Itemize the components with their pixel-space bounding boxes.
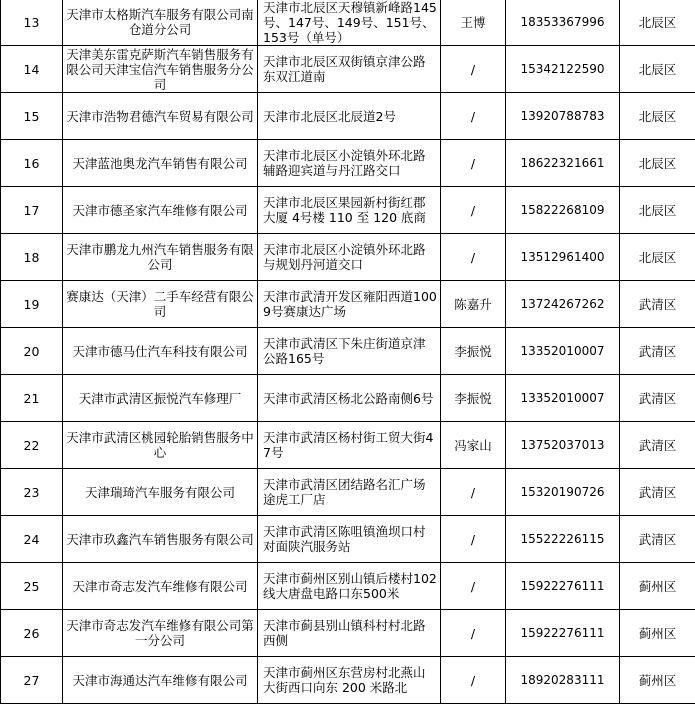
- company-name: 天津市太格斯汽车服务有限公司南仓道分公司: [63, 0, 258, 46]
- table-row: [1, 422, 695, 469]
- row-number: 22: [1, 422, 63, 469]
- address: 天津市武清区陈咀镇渔坝口村对面陕汽服务站: [258, 516, 441, 563]
- contact-person: /: [441, 516, 506, 563]
- address: 天津市武清区下朱庄街道京津公路165号: [258, 328, 441, 375]
- address: 天津市蓟县别山镇科村村北路西侧: [258, 610, 441, 657]
- address: 天津市北辰区小淀镇外环北路与规划丹河道交口: [258, 234, 441, 281]
- contact-person: /: [441, 469, 506, 516]
- table-row: [1, 140, 695, 187]
- company-name: 天津市浩物君德汽车贸易有限公司: [63, 93, 258, 140]
- address: 天津市北辰区小淀镇外环北路辅路迎宾道与丹江路交口: [258, 140, 441, 187]
- address: 天津市北辰区双街镇京津公路东双江道南: [258, 46, 441, 93]
- company-name: 天津市奇志发汽车维修有限公司: [63, 563, 258, 610]
- company-name: 天津市玖鑫汽车销售服务有限公司: [63, 516, 258, 563]
- phone-number: 15342122590: [506, 46, 620, 93]
- row-number: 16: [1, 140, 63, 187]
- contact-person: 李振悦: [441, 328, 506, 375]
- company-name: 天津瑞琦汽车服务有限公司: [63, 469, 258, 516]
- row-number: 24: [1, 516, 63, 563]
- row-number: 25: [1, 563, 63, 610]
- company-name: 天津市武清区桃园轮胎销售服务中心: [63, 422, 258, 469]
- district: 北辰区: [620, 46, 695, 93]
- phone-number: 18353367996: [506, 0, 620, 46]
- address: 天津市北辰区天穆镇新峰路145号、147号、149号、151号、153号（单号）: [258, 0, 441, 46]
- table-row: [1, 610, 695, 657]
- district: 武清区: [620, 516, 695, 563]
- table-row: [1, 281, 695, 328]
- row-number: 15: [1, 93, 63, 140]
- district: 北辰区: [620, 93, 695, 140]
- row-number: 14: [1, 46, 63, 93]
- contact-person: /: [441, 234, 506, 281]
- address: 天津市北辰区北辰道2号: [258, 93, 441, 140]
- contact-person: /: [441, 563, 506, 610]
- row-number: 19: [1, 281, 63, 328]
- table-row: [1, 0, 695, 46]
- address: 天津市武清开发区雍阳西道1009号赛康达广场: [258, 281, 441, 328]
- contact-person: /: [441, 140, 506, 187]
- phone-number: 15922276111: [506, 563, 620, 610]
- company-name: 天津市武清区振悦汽车修理厂: [63, 375, 258, 422]
- company-name: 天津市奇志发汽车维修有限公司第一分公司: [63, 610, 258, 657]
- address: 天津市蓟州区东营房村北燕山大街西口向东 200 米路北: [258, 657, 441, 704]
- district: 武清区: [620, 469, 695, 516]
- row-number: 21: [1, 375, 63, 422]
- address: 天津市武清区杨北公路南侧6号: [258, 375, 441, 422]
- phone-number: 15922276111: [506, 610, 620, 657]
- district: 武清区: [620, 422, 695, 469]
- district: 武清区: [620, 281, 695, 328]
- phone-number: 13512961400: [506, 234, 620, 281]
- contact-person: /: [441, 93, 506, 140]
- district: 蓟州区: [620, 610, 695, 657]
- contact-person: 王博: [441, 0, 506, 46]
- company-name: 天津市海通达汽车维修有限公司: [63, 657, 258, 704]
- phone-number: 13352010007: [506, 375, 620, 422]
- phone-number: 18920283111: [506, 657, 620, 704]
- row-number: 23: [1, 469, 63, 516]
- contact-person: 陈嘉升: [441, 281, 506, 328]
- table-row: [1, 516, 695, 563]
- phone-number: 13920788783: [506, 93, 620, 140]
- district: 北辰区: [620, 187, 695, 234]
- table-row: [1, 234, 695, 281]
- phone-number: 15822268109: [506, 187, 620, 234]
- table-row: [1, 657, 695, 704]
- contact-person: /: [441, 187, 506, 234]
- contact-person: /: [441, 657, 506, 704]
- phone-number: 13352010007: [506, 328, 620, 375]
- row-number: 13: [1, 0, 63, 46]
- table-row: [1, 469, 695, 516]
- address: 天津市武清区杨村街工贸大街47号: [258, 422, 441, 469]
- company-name: 赛康达（天津）二手车经营有限公司: [63, 281, 258, 328]
- phone-number: 18622321661: [506, 140, 620, 187]
- address: 天津市蓟州区别山镇后楼村102线大唐盘电路口东500米: [258, 563, 441, 610]
- row-number: 27: [1, 657, 63, 704]
- district: 蓟州区: [620, 563, 695, 610]
- row-number: 17: [1, 187, 63, 234]
- row-number: 20: [1, 328, 63, 375]
- district: 蓟州区: [620, 657, 695, 704]
- company-name: 天津市鹏龙九州汽车销售服务有限公司: [63, 234, 258, 281]
- address: 天津市武清区团结路名汇广场途虎工厂店: [258, 469, 441, 516]
- table-row: [1, 328, 695, 375]
- district: 北辰区: [620, 140, 695, 187]
- table-row: [1, 563, 695, 610]
- district: 武清区: [620, 375, 695, 422]
- table-body: [1, 0, 695, 704]
- row-number: 18: [1, 234, 63, 281]
- phone-number: 15522226115: [506, 516, 620, 563]
- row-number: 26: [1, 610, 63, 657]
- district: 北辰区: [620, 0, 695, 46]
- phone-number: 15320190726: [506, 469, 620, 516]
- phone-number: 13752037013: [506, 422, 620, 469]
- table-row: [1, 46, 695, 93]
- contact-person: /: [441, 610, 506, 657]
- contact-person: 李振悦: [441, 375, 506, 422]
- company-name: 天津市德马仕汽车科技有限公司: [63, 328, 258, 375]
- company-name: 天津美东雷克萨斯汽车销售服务有限公司天津宝信汽车销售服务分公司: [63, 46, 258, 93]
- phone-number: 13724267262: [506, 281, 620, 328]
- table-row: [1, 375, 695, 422]
- table-row: [1, 93, 695, 140]
- contact-person: /: [441, 46, 506, 93]
- company-name: 天津市德圣家汽车维修有限公司: [63, 187, 258, 234]
- district: 武清区: [620, 328, 695, 375]
- district: 北辰区: [620, 234, 695, 281]
- table-row: [1, 187, 695, 234]
- company-name: 天津蓝池奥龙汽车销售有限公司: [63, 140, 258, 187]
- contact-person: 冯家山: [441, 422, 506, 469]
- address: 天津市北辰区果园新村街红郡大厦 4号楼 110 至 120 底商: [258, 187, 441, 234]
